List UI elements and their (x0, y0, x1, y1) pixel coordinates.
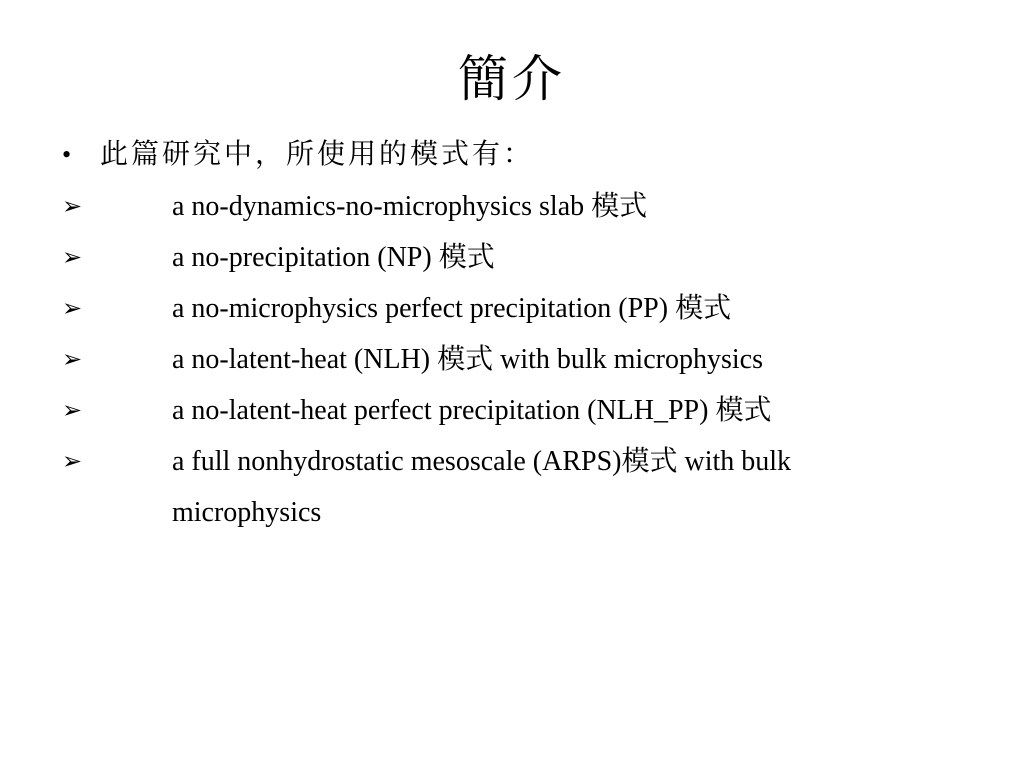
list-item-text: a no-latent-heat (NLH) 模式 with bulk microphysics (172, 344, 763, 375)
list-item (62, 237, 1002, 288)
list-item-text: a no-dynamics-no-microphysics slab 模式 (172, 191, 648, 222)
lead-bullet-item (62, 134, 534, 176)
list-item (62, 390, 1002, 441)
arrow-bullet-icon: ➢ (62, 296, 83, 322)
list-item (62, 441, 1002, 528)
list-item-text: a full nonhydrostatic mesoscale (ARPS)模式 with bulk (172, 446, 792, 477)
arrow-bullet-icon: ➢ (62, 398, 83, 424)
list-item-text: a no-precipitation (NP) 模式 (172, 242, 495, 273)
list-item-continuation: microphysics (172, 497, 322, 528)
list-item (62, 186, 1002, 237)
arrow-bullet-icon: ➢ (62, 449, 83, 475)
arrow-bullet-icon: ➢ (62, 245, 83, 271)
bullet-dot-icon: • (62, 140, 72, 169)
model-list (62, 186, 1002, 528)
list-item-text: a no-microphysics perfect precipitation (PP) 模式 (172, 293, 732, 324)
list-item (62, 339, 1002, 390)
arrow-bullet-icon: ➢ (62, 194, 83, 220)
list-item-text: a no-latent-heat perfect precipitation (NLH_PP) 模式 (172, 395, 772, 426)
lead-text: 此篇研究中，所使用的模式有： (100, 139, 535, 170)
slide-title: 簡介 (458, 51, 566, 107)
arrow-bullet-icon: ➢ (62, 347, 83, 373)
list-item (62, 288, 1002, 339)
